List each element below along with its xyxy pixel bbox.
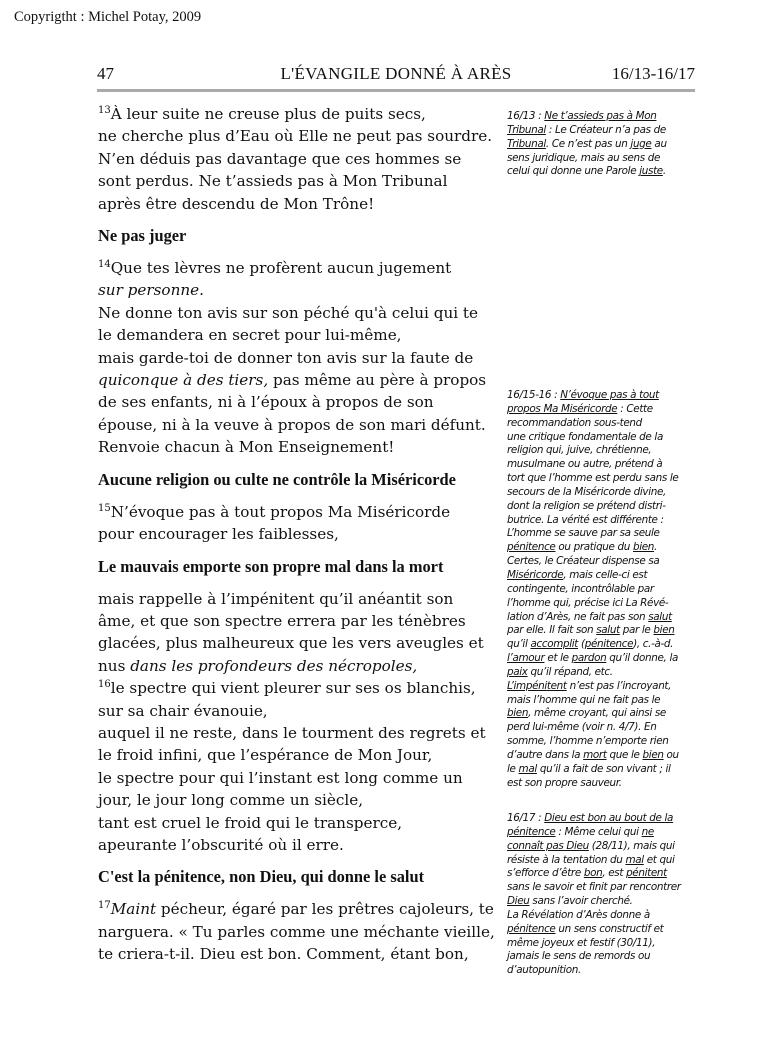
verse-13: [98, 103, 498, 215]
note-line: [507, 138, 697, 152]
verse-number: 15: [98, 502, 111, 514]
header-rule: [97, 89, 695, 92]
note-underline: bien: [507, 707, 529, 720]
page-header: [97, 64, 695, 84]
note-text: : Le Créateur n’a pas de: [545, 123, 666, 136]
note-text: s’efforce d’être: [507, 867, 584, 880]
note-text: qu’il donne, la: [606, 652, 678, 665]
verse-15: [98, 501, 498, 546]
note-line: perd lui-même (voir n. 4/7). En: [507, 721, 657, 734]
note-text: n’est pas l’incroyant,: [566, 679, 672, 692]
note-text: par elle. Il fait son: [507, 624, 597, 637]
note-line: La Révélation d’Arès donne à: [507, 908, 650, 921]
note-line: tort que l’homme est perdu sans le: [507, 472, 679, 485]
note-text: résiste à la tentation du: [507, 853, 626, 866]
note-text: sans l’avoir cherché.: [529, 895, 633, 908]
verse-text: le spectre qui vient pleurer sur ses os blanchis,: [110, 679, 476, 698]
note-line: [507, 124, 697, 138]
note-line: [507, 840, 697, 854]
note-underline: pénitent: [626, 867, 667, 880]
verse-line: jour, le jour long comme un siècle,: [98, 791, 364, 810]
note-text: un sens constructif et: [555, 922, 664, 935]
note-text: par le: [619, 624, 654, 637]
note-line: [507, 389, 697, 403]
note-underline: Miséricorde: [507, 568, 564, 581]
note-line: [507, 826, 697, 840]
note-text: au: [651, 137, 667, 150]
note-underline: bien: [632, 541, 655, 554]
note-line: [507, 812, 697, 826]
note-underline: ne: [641, 825, 654, 838]
note-text: :: [535, 812, 545, 824]
note-line: sens juridique, mais au sens de: [507, 151, 660, 164]
note-underline: connaît pas Dieu: [507, 839, 589, 852]
note-text: , même croyant, qui ainsi se: [528, 707, 666, 720]
verse-line: [98, 279, 498, 301]
note-line: [507, 680, 697, 694]
verse-line: apeurante l’obscurité où il erre.: [98, 835, 344, 854]
note-line: [507, 541, 697, 555]
note-line: L’homme se sauve par sa seule: [507, 527, 660, 540]
note-line: butrice. La vérité est différente :: [507, 513, 664, 526]
note-line: jamais le sens de remords ou: [507, 950, 651, 963]
note-line: [507, 666, 697, 680]
verse-number: 13: [98, 105, 111, 116]
verse-line: le spectre pour qui l’instant est long comme un: [98, 768, 463, 787]
italic-text: dans les profondeurs des nécropoles,: [130, 656, 418, 675]
verse-text: À leur suite ne creuse plus de puits secs,: [110, 105, 426, 123]
note-underline: N’évoque pas à tout: [560, 389, 659, 401]
italic-text: quiconque à des tiers,: [98, 371, 269, 390]
note-line: même joyeux et festif (30/11),: [507, 936, 656, 949]
note-text: le: [507, 762, 519, 775]
note-text: . Ce n’est pas un: [545, 137, 631, 150]
verse-number: 16: [98, 679, 111, 691]
note-underline: juste: [639, 165, 663, 178]
verse-14: [98, 257, 498, 459]
note-underline: pénitence: [507, 825, 556, 838]
note-line: [507, 895, 697, 909]
note-underline: mal: [625, 853, 644, 866]
note-text: que le: [606, 748, 643, 761]
note-ref: 16/13: [507, 110, 536, 122]
note-line: [507, 611, 697, 625]
note-underline: propos Ma Miséricorde: [507, 402, 618, 415]
note-text: .: [654, 541, 657, 554]
italic-text: sur personne.: [98, 281, 204, 300]
note-underline: Dieu: [507, 895, 530, 908]
note-text: , est: [602, 867, 627, 880]
note-underline: bien: [653, 624, 675, 637]
note-underline: accomplit: [530, 638, 579, 651]
verse-line: auquel il ne reste, dans le tourment des regrets et: [98, 723, 486, 742]
page-number: 47: [97, 64, 114, 83]
note-line: [507, 165, 697, 179]
note-text: et le: [544, 652, 572, 665]
note-line: est son propre sauveur.: [507, 776, 622, 789]
verse-line: [98, 501, 498, 523]
verse-text: N’évoque pas à tout propos Ma Miséricorde: [110, 502, 451, 521]
note-text: : Cette: [617, 402, 653, 415]
note-text: d’autre dans la: [507, 748, 584, 761]
note-line: contingente, incontrôlable par: [507, 582, 654, 595]
verse-line: après être descendu de Mon Trône!: [98, 194, 375, 213]
note-underline: l’amour: [507, 652, 545, 665]
margin-note-16-17: [507, 812, 697, 978]
verse-line: le demandera en secret pour lui-même,: [98, 326, 402, 345]
note-underline: Tribunal: [507, 123, 546, 136]
note-line: [507, 652, 697, 666]
note-text: (: [578, 638, 585, 651]
margin-note-16-13: [507, 110, 697, 179]
verse-line: sont perdus. Ne t’assieds pas à Mon Tribunal: [98, 172, 448, 191]
note-underline: Dieu est bon au bout de la: [544, 812, 674, 824]
verse-line: épouse, ni à la veuve à propos de son mari défunt.: [98, 415, 486, 434]
verse-line: [98, 257, 498, 279]
verse-number: 17: [98, 900, 111, 912]
note-line: [507, 923, 697, 937]
note-underline: juge: [630, 137, 652, 150]
note-line: religion qui, juive, chrétienne,: [507, 444, 652, 457]
note-text: ), c.-à-d.: [633, 638, 674, 651]
verse-number: 14: [98, 259, 111, 271]
note-line: [507, 569, 697, 583]
verse-line: [98, 369, 498, 391]
verse-line: te criera-t-il. Dieu est bon. Comment, étant bon,: [98, 945, 469, 964]
section-heading: Le mauvais emporte son propre mal dans la mort: [98, 556, 444, 576]
note-underline: bien: [642, 748, 664, 761]
note-underline: Tribunal: [507, 137, 546, 150]
note-text: lation d’Arès, ne fait pas son: [507, 610, 649, 623]
verse-line: de ses enfants, ni à l’époux à propos de son: [98, 393, 434, 412]
note-line: [507, 403, 697, 417]
note-underline: L’impénitent: [507, 679, 567, 692]
note-line: [507, 624, 697, 638]
note-line: [507, 867, 697, 881]
note-line: [507, 707, 697, 721]
verse-line: le froid infini, que l’espérance de Mon Jour,: [98, 746, 433, 765]
note-text: : Même celui qui: [555, 825, 642, 838]
copyright-notice: Copyrigtht : Michel Potay, 2009: [14, 9, 202, 25]
verse-line: [98, 677, 498, 699]
note-ref: 16/17: [507, 812, 536, 824]
note-text: .: [662, 165, 666, 178]
verse-line: tant est cruel le froid qui le transperce,: [98, 813, 403, 832]
note-text: qu’il: [507, 638, 531, 651]
note-text: (28/11), mais qui: [588, 839, 675, 852]
note-line: sans le savoir et finit par rencontrer: [507, 881, 681, 894]
note-underline: bon: [583, 867, 603, 880]
note-underline: salut: [596, 624, 620, 637]
verse-text: pas même au père à propos: [268, 371, 487, 390]
note-text: qu’il répand, etc.: [527, 665, 613, 678]
note-text: :: [535, 110, 545, 122]
note-line: Certes, le Créateur dispense sa: [507, 555, 660, 568]
note-line: d’autopunition.: [507, 964, 581, 977]
note-line: [507, 749, 697, 763]
verse-line: Renvoie chacun à Mon Enseignement!: [98, 438, 395, 457]
verse-line: [98, 898, 498, 920]
verse-16: [98, 677, 498, 856]
note-underline: pardon: [571, 652, 607, 665]
note-line: somme, l’homme n’emporte rien: [507, 735, 669, 748]
note-ref: 16/15-16: [507, 389, 552, 401]
margin-note-16-15-16: [507, 389, 697, 790]
verse-line: N’en déduis pas davantage que ces hommes se: [98, 149, 462, 168]
section-heading: Ne pas juger: [98, 226, 187, 246]
note-text: :: [551, 389, 561, 401]
note-line: recommandation sous-tend: [507, 416, 642, 429]
note-text: qu’il a fait de son vivant ; il: [536, 762, 671, 775]
section-heading: Aucune religion ou culte ne contrôle la Miséricorde: [98, 469, 456, 489]
verse-line: ne cherche plus d’Eau où Elle ne peut pas sourdre.: [98, 127, 493, 146]
verse-line: Ne donne ton avis sur son péché qu'à celui qui te: [98, 303, 478, 322]
note-underline: pénitence: [507, 541, 556, 554]
verse-17: [98, 898, 498, 965]
verse-line: mais rappelle à l’impénitent qu’il anéantit son: [98, 589, 454, 608]
verse-line: mais garde-toi de donner ton avis sur la faute de: [98, 348, 474, 367]
verse-line: [98, 103, 498, 125]
running-title: L'ÉVANGILE DONNÉ À ARÈS: [280, 64, 512, 83]
note-underline: mort: [583, 748, 607, 761]
note-underline: paix: [507, 665, 528, 678]
note-underline: mal: [518, 762, 537, 775]
note-line: l’homme qui, précise ici La Révé-: [507, 596, 669, 609]
verse-line: glacées, plus malheureux que les vers aveugles et: [98, 634, 484, 653]
note-line: musulmane ou autre, prétend à: [507, 458, 663, 471]
verse-15-cont: [98, 588, 498, 678]
note-text: , mais celle-ci est: [563, 568, 648, 581]
note-line: mais l’homme qui ne fait pas le: [507, 693, 661, 706]
note-underline: salut: [648, 610, 672, 623]
note-underline: Ne t’assieds pas à Mon: [544, 110, 657, 122]
note-line: [507, 110, 697, 124]
note-underline: pénitence: [584, 638, 634, 651]
section-heading: C'est la pénitence, non Dieu, qui donne le salut: [98, 867, 425, 887]
main-text-column: [98, 103, 498, 966]
note-text: ou pratique du: [555, 541, 633, 554]
verse-text: Que tes lèvres ne profèrent aucun jugement: [110, 259, 452, 278]
note-underline: pénitence: [507, 922, 556, 935]
verse-line: âme, et que son spectre errera par les ténèbres: [98, 611, 466, 630]
note-line: [507, 763, 697, 777]
note-text: et qui: [643, 853, 675, 866]
verse-line: sur sa chair évanouie,: [98, 701, 268, 720]
note-text: ou: [663, 748, 679, 761]
verse-range: 16/13-16/17: [611, 64, 695, 83]
verse-line: narguera. « Tu parles comme une méchante vieille,: [98, 922, 495, 941]
note-line: [507, 854, 697, 868]
verse-text: pécheur, égaré par les prêtres cajoleurs, te: [156, 900, 494, 919]
verse-text: nus: [98, 656, 131, 675]
note-line: une critique fondamentale de la: [507, 430, 663, 443]
note-line: [507, 638, 697, 652]
verse-line: [98, 655, 498, 677]
note-text: celui qui donne une Parole: [507, 165, 640, 178]
italic-text: Maint: [110, 900, 157, 919]
note-line: dont la religion se prétend distri-: [507, 499, 666, 512]
note-line: secours de la Miséricorde divine,: [507, 485, 666, 498]
verse-line: pour encourager les faiblesses,: [98, 525, 339, 544]
